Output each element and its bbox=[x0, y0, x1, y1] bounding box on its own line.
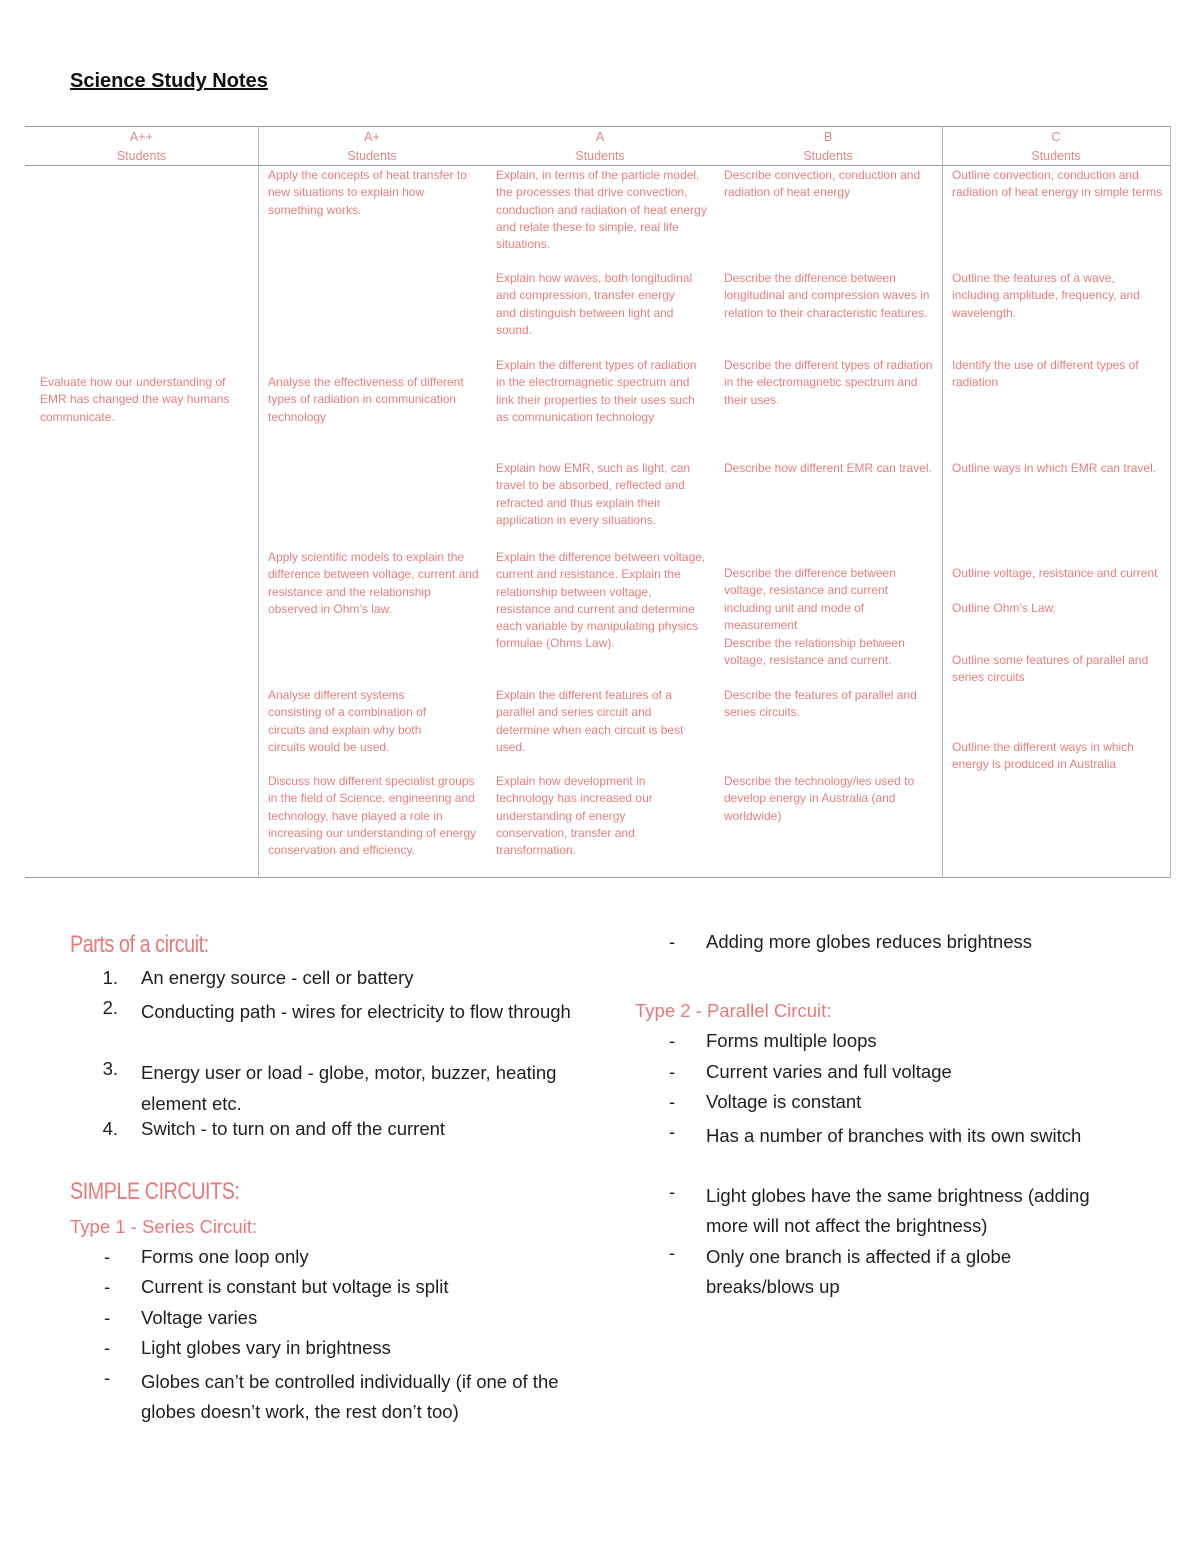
rubric-cell-a: Explain how development in technology has increased our understanding of energy conservation, transfer and transformation. bbox=[496, 774, 653, 858]
rubric-cell-a: Explain the different types of radiation in the electromagnetic spectrum and link their properties to their uses such as communication technology bbox=[496, 358, 697, 424]
bullet-dash: - bbox=[669, 931, 676, 952]
table-top-border bbox=[25, 126, 1171, 127]
rubric-cell-c: Outline the different ways in which energy is produced in Australia bbox=[952, 740, 1134, 772]
list-item: Globes can’t be controlled individually (if one of the globes doesn’t work, the rest don’t too) bbox=[141, 1371, 559, 1423]
list-item: Voltage varies bbox=[141, 1307, 258, 1328]
rubric-table bbox=[25, 126, 1171, 878]
list-item: Forms multiple loops bbox=[706, 1030, 877, 1051]
rubric-cell-c: Outline voltage, resistance and current bbox=[952, 566, 1158, 580]
rubric-cell-b: Describe the technology/ies used to develop energy in Australia (and worldwide) bbox=[724, 774, 915, 823]
bullet-dash: - bbox=[669, 1030, 676, 1051]
parallel-circuit-heading: Type 2 - Parallel Circuit: bbox=[635, 1000, 832, 1021]
list-item: Light globes vary in brightness bbox=[141, 1337, 391, 1358]
list-number: 1. bbox=[102, 967, 118, 988]
series-circuit-heading: Type 1 - Series Circuit: bbox=[70, 1216, 258, 1237]
bullet-dash: - bbox=[669, 1061, 676, 1082]
simple-circuits-heading: SIMPLE CIRCUITS: bbox=[70, 1178, 240, 1205]
header-a-plus: A+ Students bbox=[347, 130, 397, 163]
list-item: Light globes have the same brightness (adding more will not affect the brightness) bbox=[706, 1185, 1090, 1237]
column-divider bbox=[258, 126, 259, 878]
bullet-dash: - bbox=[104, 1337, 111, 1358]
table-bottom-border bbox=[25, 877, 1171, 878]
list-item: Only one branch is affected if a globe breaks/blows up bbox=[706, 1246, 1012, 1298]
rubric-cell-b: Describe the difference between longitudinal and compression waves in relation to their characteristic features. bbox=[724, 271, 930, 320]
rubric-cell-a: Explain, in terms of the particle model, the processes that drive convection, conduction and radiation of heat energy and relate these to simple, real life situations. bbox=[496, 168, 707, 252]
list-item: Adding more globes reduces brightness bbox=[706, 931, 1032, 952]
rubric-cell-a-plus: Apply scientific models to explain the difference between voltage, current and resistance and the relationship observed in Ohm’s law. bbox=[268, 550, 479, 616]
list-number: 4. bbox=[102, 1118, 118, 1139]
list-number: 3. bbox=[102, 1058, 118, 1079]
list-item: Has a number of branches with its own switch bbox=[706, 1125, 1082, 1146]
bullet-dash: - bbox=[104, 1276, 111, 1297]
list-item: Switch - to turn on and off the current bbox=[141, 1118, 446, 1139]
header-c: C Students bbox=[1031, 130, 1081, 163]
bullet-dash: - bbox=[104, 1307, 111, 1328]
rubric-cell-b: Describe how different EMR can travel. bbox=[724, 461, 932, 475]
rubric-cell-c: Outline convection, conduction and radiation of heat energy in simple terms bbox=[952, 168, 1163, 200]
rubric-cell-a-plus-plus: Evaluate how our understanding of EMR has changed the way humans communicate. bbox=[40, 375, 230, 424]
rubric-cell-a-plus: Analyse different systems consisting of a combination of circuits and explain why both circuits would be used. bbox=[268, 688, 427, 754]
bullet-dash: - bbox=[669, 1091, 676, 1112]
header-a-plus-plus: A++ Students bbox=[116, 130, 167, 163]
rubric-cell-b: Describe the different types of radiation in the electromagnetic spectrum and their uses. bbox=[724, 358, 933, 407]
rubric-cell-a-plus: Analyse the effectiveness of different types of radiation in communication technology bbox=[268, 375, 464, 424]
rubric-cell-a-plus: Discuss how different specialist groups in the field of Science, engineering and technology, have played a role in increasing our understanding of energy conservation and efficiency. bbox=[268, 774, 477, 858]
header-b: B Students bbox=[803, 130, 853, 163]
rubric-cell-b: Describe the difference between voltage, resistance and current including unit and mode of measurement bbox=[724, 566, 896, 632]
rubric-cell-a-plus: Apply the concepts of heat transfer to new situations to explain how something works. bbox=[268, 168, 467, 217]
column-divider bbox=[942, 126, 943, 878]
rubric-cell-b: Describe the features of parallel and series circuits. bbox=[724, 688, 917, 720]
rubric-cell-b: Describe the relationship between voltage, resistance and current. bbox=[724, 636, 905, 668]
bullet-dash: - bbox=[669, 1181, 676, 1202]
rubric-cell-c: Outline ways in which EMR can travel. bbox=[952, 461, 1157, 475]
list-item: Current varies and full voltage bbox=[706, 1061, 952, 1082]
rubric-cell-c: Identify the use of different types of radiation bbox=[952, 358, 1139, 390]
list-item: Forms one loop only bbox=[141, 1246, 309, 1267]
rubric-cell-b: Describe convection, conduction and radiation of heat energy bbox=[724, 168, 921, 200]
list-item: Energy user or load - globe, motor, buzzer, heating element etc. bbox=[141, 1062, 557, 1114]
list-number: 2. bbox=[102, 997, 118, 1018]
list-item: Current is constant but voltage is split bbox=[141, 1276, 449, 1297]
list-item: Voltage is constant bbox=[706, 1091, 862, 1112]
rubric-cell-c: Outline the features of a wave, including amplitude, frequency, and wavelength. bbox=[952, 271, 1140, 320]
list-item: An energy source - cell or battery bbox=[141, 967, 414, 988]
column-divider bbox=[1170, 126, 1171, 878]
bullet-dash: - bbox=[669, 1121, 676, 1142]
rubric-cell-a: Explain how waves, both longitudinal and compression, transfer energy and distinguish between light and sound. bbox=[496, 271, 693, 337]
list-item: Conducting path - wires for electricity to flow through bbox=[141, 1001, 571, 1022]
rubric-cell-a: Explain the difference between voltage, current and resistance. Explain the relationship between voltage, resistance and current and determine each variable by manipulating physics formulae (Ohms Law). bbox=[496, 550, 706, 651]
header-a: A Students bbox=[575, 130, 625, 163]
rubric-cell-c: Outline some features of parallel and series circuits bbox=[952, 653, 1149, 685]
rubric-cell-c: Outline Ohm’s Law. bbox=[952, 601, 1056, 615]
rubric-cell-a: Explain how EMR, such as light, can travel to be absorbed, reflected and refracted and thus explain their application in every situations. bbox=[496, 461, 691, 527]
rubric-cell-a: Explain the different features of a parallel and series circuit and determine when each circuit is best used. bbox=[496, 688, 684, 754]
bullet-dash: - bbox=[104, 1367, 111, 1388]
bullet-dash: - bbox=[669, 1242, 676, 1263]
page-title: Science Study Notes bbox=[70, 70, 268, 92]
parts-of-circuit-heading: Parts of a circuit: bbox=[70, 931, 209, 958]
bullet-dash: - bbox=[104, 1246, 111, 1267]
